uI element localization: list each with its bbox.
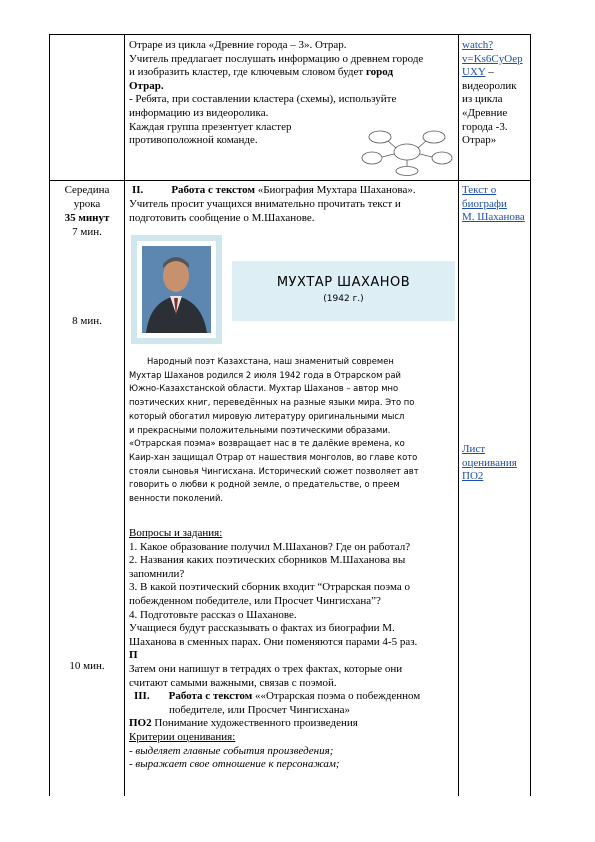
criteria-heading: Критерии оценивания:: [129, 730, 236, 743]
table-border-left: [49, 34, 50, 796]
bio-line: и прекрасными положительными поэтическими образами.: [129, 424, 391, 435]
assessment-sheet-link[interactable]: ПО2: [462, 470, 484, 483]
bio-text-link: [462, 184, 525, 225]
task3-heading: III. Работа с текстом ««Отрарская поэма о побежденном: [134, 690, 421, 703]
bio-line: говорить о любви к родной земле, о предательстве, о преем: [129, 479, 400, 490]
bio-name: МУХТАР ШАХАНОВ: [276, 275, 411, 290]
row1-line: и изобразить кластер, где ключевым словом будет город: [129, 66, 394, 79]
bio-line: венности поколений.: [129, 493, 224, 504]
portrait-illustration: [142, 246, 211, 333]
question-line: побежденном победителе, или Просчет Чингисхана”?: [129, 594, 381, 607]
question-line: 1. Какое образование получил М.Шаханов? Где он работал?: [129, 540, 411, 553]
question-line: запомнили?: [129, 567, 185, 580]
question-line: 3. В какой поэтический сборник входит “Отрарская поэма о: [129, 581, 410, 594]
bio-link[interactable]: биографи: [462, 197, 507, 210]
bio-year: (1942 г.): [323, 294, 364, 304]
criterion: - выделяет главные события произведения;: [129, 744, 334, 757]
task2-intro: подготовить сообщение о М.Шаханове.: [129, 212, 315, 224]
bio-link[interactable]: Текст о: [462, 184, 497, 196]
question-line: Шаханова в сменных парах. Они поменяются парами 4-5 раз.: [129, 635, 418, 648]
row1-line: Отрар.: [129, 79, 164, 92]
bio-line: Мухтар Шаханов родился 2 июля 1942 года в Отрарском рай: [129, 369, 401, 380]
video-link[interactable]: UXY: [462, 66, 486, 79]
assessment-link: [462, 443, 517, 484]
time-8: 8 мин.: [72, 315, 102, 327]
questions-heading: Вопросы и задания:: [129, 527, 223, 539]
bio-line: «Отрарская поэма» возвращает нас в те далёкие времена, ко: [129, 438, 405, 449]
bio-line: стояли сыновья Чингисхана. Исторический сюжет позволяет авт: [129, 465, 419, 476]
assessment-sheet-link[interactable]: Лист: [462, 443, 486, 455]
row1-line: противоположной команде.: [129, 134, 258, 147]
row1-line: Учитель предлагает послушать информацию о древнем городе: [129, 52, 424, 65]
questions-block: [129, 527, 420, 772]
video-link[interactable]: watch?: [462, 39, 494, 51]
resource-text: Отрар»: [462, 134, 497, 147]
bio-text: [129, 355, 456, 506]
question-line: 4. Подготовьте рассказ о Шаханове.: [129, 608, 297, 621]
table-border-col1: [124, 34, 125, 796]
p-label: П: [129, 649, 138, 662]
task3-line2: победителе, или Просчет Чингисхана»: [169, 703, 351, 716]
question-line: Учащиеся будут рассказывать о фактах из биографии М.: [129, 622, 395, 635]
bio-line: Народный поэт Казахстана, наш знаменитый современ: [147, 356, 394, 366]
bio-link[interactable]: М. Шаханова: [462, 211, 525, 224]
row1-line: информацию из видеоролика.: [129, 106, 269, 119]
cluster-diagram: [360, 128, 455, 176]
task2-intro: Учитель просит учащихся внимательно прочитать текст и: [129, 198, 401, 210]
video-link-line: UXY –: [462, 66, 494, 79]
bio-line: поэтических книг, переведённых на разные языки мира. Это по: [129, 397, 415, 408]
bio-title-banner: [232, 261, 455, 321]
stage-label: Середина: [64, 184, 110, 196]
criterion: - выражает свое отношение к персонажам;: [129, 758, 340, 771]
bio-line: Каир-хан защищал Отрар от нашествия монголов, во главе кото: [129, 451, 418, 462]
bio-line: который обогатил мировую литературу оригинальными мысл: [129, 410, 405, 421]
row1-line: Каждая группа презентует кластер: [129, 120, 292, 133]
after-line: Затем они напишут в тетрадях о трех фактах, которые они: [129, 662, 403, 675]
time-10: 10 мин.: [69, 660, 105, 672]
stage-label: урока: [73, 198, 101, 210]
resource-text: из цикла: [462, 93, 503, 106]
question-line: 2. Названия каких поэтических сборников М.Шаханова вы: [129, 554, 406, 567]
table-border-right: [530, 34, 531, 796]
po-line: ПО2 Понимание художественного произведения: [129, 717, 358, 730]
video-link[interactable]: v=Ks6CyOep: [462, 52, 523, 65]
assessment-sheet-link[interactable]: оценивания: [462, 456, 517, 469]
row1-line: Отраре из цикла «Древние города – 3». Отрар.: [129, 39, 347, 51]
shakhanov-photo: [131, 235, 222, 344]
row1-line: - Ребята, при составлении кластера (схемы), используйте: [129, 93, 397, 106]
stage-time: 35 минут: [64, 212, 110, 224]
resource-text: города -3.: [462, 120, 508, 133]
row1-resources: [462, 39, 523, 148]
resource-text: видеоролик: [462, 79, 517, 92]
resource-text: «Древние: [462, 106, 508, 119]
time-7: 7 мин.: [72, 226, 102, 238]
after-line: считают самыми важными, связав с поэмой.: [129, 676, 337, 689]
bio-line: Южно-Казахстанской области. Мухтар Шаханов – автор мно: [129, 383, 399, 394]
table-border-col2: [458, 34, 459, 796]
task2-heading: II. Работа с текстом «Биография Мухтара Шаханова».: [132, 184, 416, 196]
